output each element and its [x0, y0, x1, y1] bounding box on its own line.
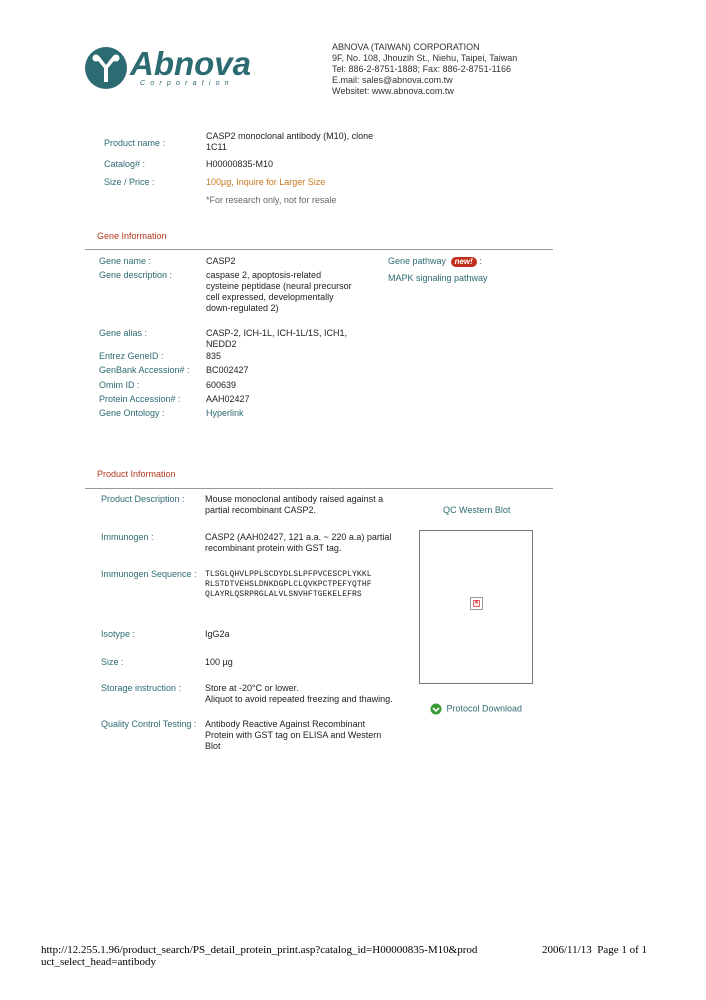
qc-testing-label: Quality Control Testing : [101, 719, 197, 729]
immunogen-label: Immunogen : [101, 532, 154, 542]
protocol-download-label[interactable]: Protocol Download [446, 703, 522, 714]
immunogen-value: CASP2 (AAH02427, 121 a.a. ~ 220 a.a) partial recombinant protein with GST tag. [205, 532, 392, 553]
size-price-value: 100µg, Inquire for Larger Size [206, 177, 326, 187]
product-name-label: Product name : [104, 138, 166, 148]
sequence-line: RLSTDTVEHSLDNKDGPLCLQVKPCTPEFYQTHF [205, 580, 372, 589]
qc-western-blot-title: QC Western Blot [443, 505, 511, 515]
gene-info-divider [85, 249, 553, 250]
genbank-value: BC002427 [206, 365, 249, 375]
gene-ontology-link[interactable]: Hyperlink [206, 408, 244, 418]
brand-name: Abnova [130, 45, 252, 82]
sequence-line: TLSGLQHVLPPLSCDYDLSLPFPVCESCPLYKKL [205, 570, 372, 579]
broken-image-x-icon: × [474, 600, 479, 606]
company-email: E.mail: sales@abnova.com.tw [332, 75, 453, 85]
gene-description-label: Gene description : [99, 270, 173, 280]
gene-ontology-label: Gene Ontology : [99, 408, 165, 418]
entrez-id-label: Entrez GeneID : [99, 351, 164, 361]
company-info [332, 42, 517, 97]
immunogen-sequence-label: Immunogen Sequence : [101, 569, 197, 579]
gene-alias-value: CASP-2, ICH-1L, ICH-1L/1S, ICH1, NEDD2 [206, 328, 348, 349]
product-name-value: CASP2 monoclonal antibody (M10), clone 1C11 [206, 131, 374, 152]
company-website: Websitet: www.abnova.com.tw [332, 86, 454, 96]
omim-value: 600639 [206, 380, 237, 390]
product-description-value: Mouse monoclonal antibody raised against a partial recombinant CASP2. [205, 494, 384, 515]
footer-url: http://12.255.1.96/product_search/PS_detail_protein_print.asp?catalog_id=H00000835-M10&product_select_head=antibody [41, 944, 478, 968]
immunogen-sequence [205, 570, 372, 600]
storage-line-2: Aliquot to avoid repeated freezing and thawing. [205, 694, 393, 704]
qc-testing-value: Antibody Reactive Against Recombinant Protein with GST tag on ELISA and Western Blot [205, 719, 382, 751]
omim-label: Omim ID : [99, 380, 140, 390]
footer-date-page: 2006/11/13 Page 1 of 1 [542, 944, 647, 956]
genbank-label: GenBank Accession# : [99, 365, 190, 375]
gene-info-title: Gene Information [97, 231, 167, 241]
broken-image-icon [470, 597, 483, 610]
gene-name-label: Gene name : [99, 256, 152, 266]
size-label: Size : [101, 657, 124, 667]
brand-subtitle: Corporation [140, 80, 234, 87]
size-price-label: Size / Price : [104, 177, 155, 187]
gene-pathway-header [388, 256, 482, 267]
entrez-id-value: 835 [206, 351, 222, 361]
gene-alias-label: Gene alias : [99, 328, 148, 338]
catalog-label: Catalog# : [104, 159, 146, 169]
company-name: ABNOVA (TAIWAN) CORPORATION [332, 42, 480, 52]
storage-label: Storage instruction : [101, 683, 182, 693]
size-value: 100 µg [205, 657, 233, 667]
protocol-download-link[interactable] [430, 700, 522, 718]
storage-value [205, 683, 415, 705]
pathway-link[interactable]: MAPK signaling pathway [388, 273, 488, 283]
company-logo [84, 46, 254, 94]
abnova-logo-icon [84, 46, 128, 90]
sequence-line: QLAYRLQSRPRGLALVLSNVHFTGEKELEFRS [205, 590, 362, 599]
green-arrow-icon [430, 703, 442, 715]
company-phone: Tel: 886-2-8751-1888; Fax: 886-2-8751-1166 [332, 64, 511, 74]
product-info-divider [85, 488, 553, 489]
gene-pathway-colon: : [479, 256, 482, 266]
isotype-label: Isotype : [101, 629, 136, 639]
gene-name-value: CASP2 [206, 256, 236, 266]
product-info-title: Product Information [97, 469, 176, 479]
catalog-value: H00000835-M10 [206, 159, 274, 169]
product-description-label: Product Description : [101, 494, 185, 504]
gene-description-value: caspase 2, apoptosis-related cysteine peptidase (neural precursor cell expressed, developmentally down-regulated 2) [206, 270, 352, 313]
research-note: *For research only, not for resale [206, 195, 337, 205]
isotype-value: IgG2a [205, 629, 230, 639]
protein-accession-label: Protein Accession# : [99, 394, 181, 404]
storage-line-1: Store at -20°C or lower. [205, 683, 299, 693]
gene-pathway-label: Gene pathway [388, 256, 447, 266]
company-address: 9F, No. 108, Jhouzih St., Niehu, Taipei, Taiwan [332, 53, 518, 63]
qc-image-frame [419, 530, 533, 684]
new-badge: new! [451, 257, 477, 267]
protein-accession-value: AAH02427 [206, 394, 250, 404]
